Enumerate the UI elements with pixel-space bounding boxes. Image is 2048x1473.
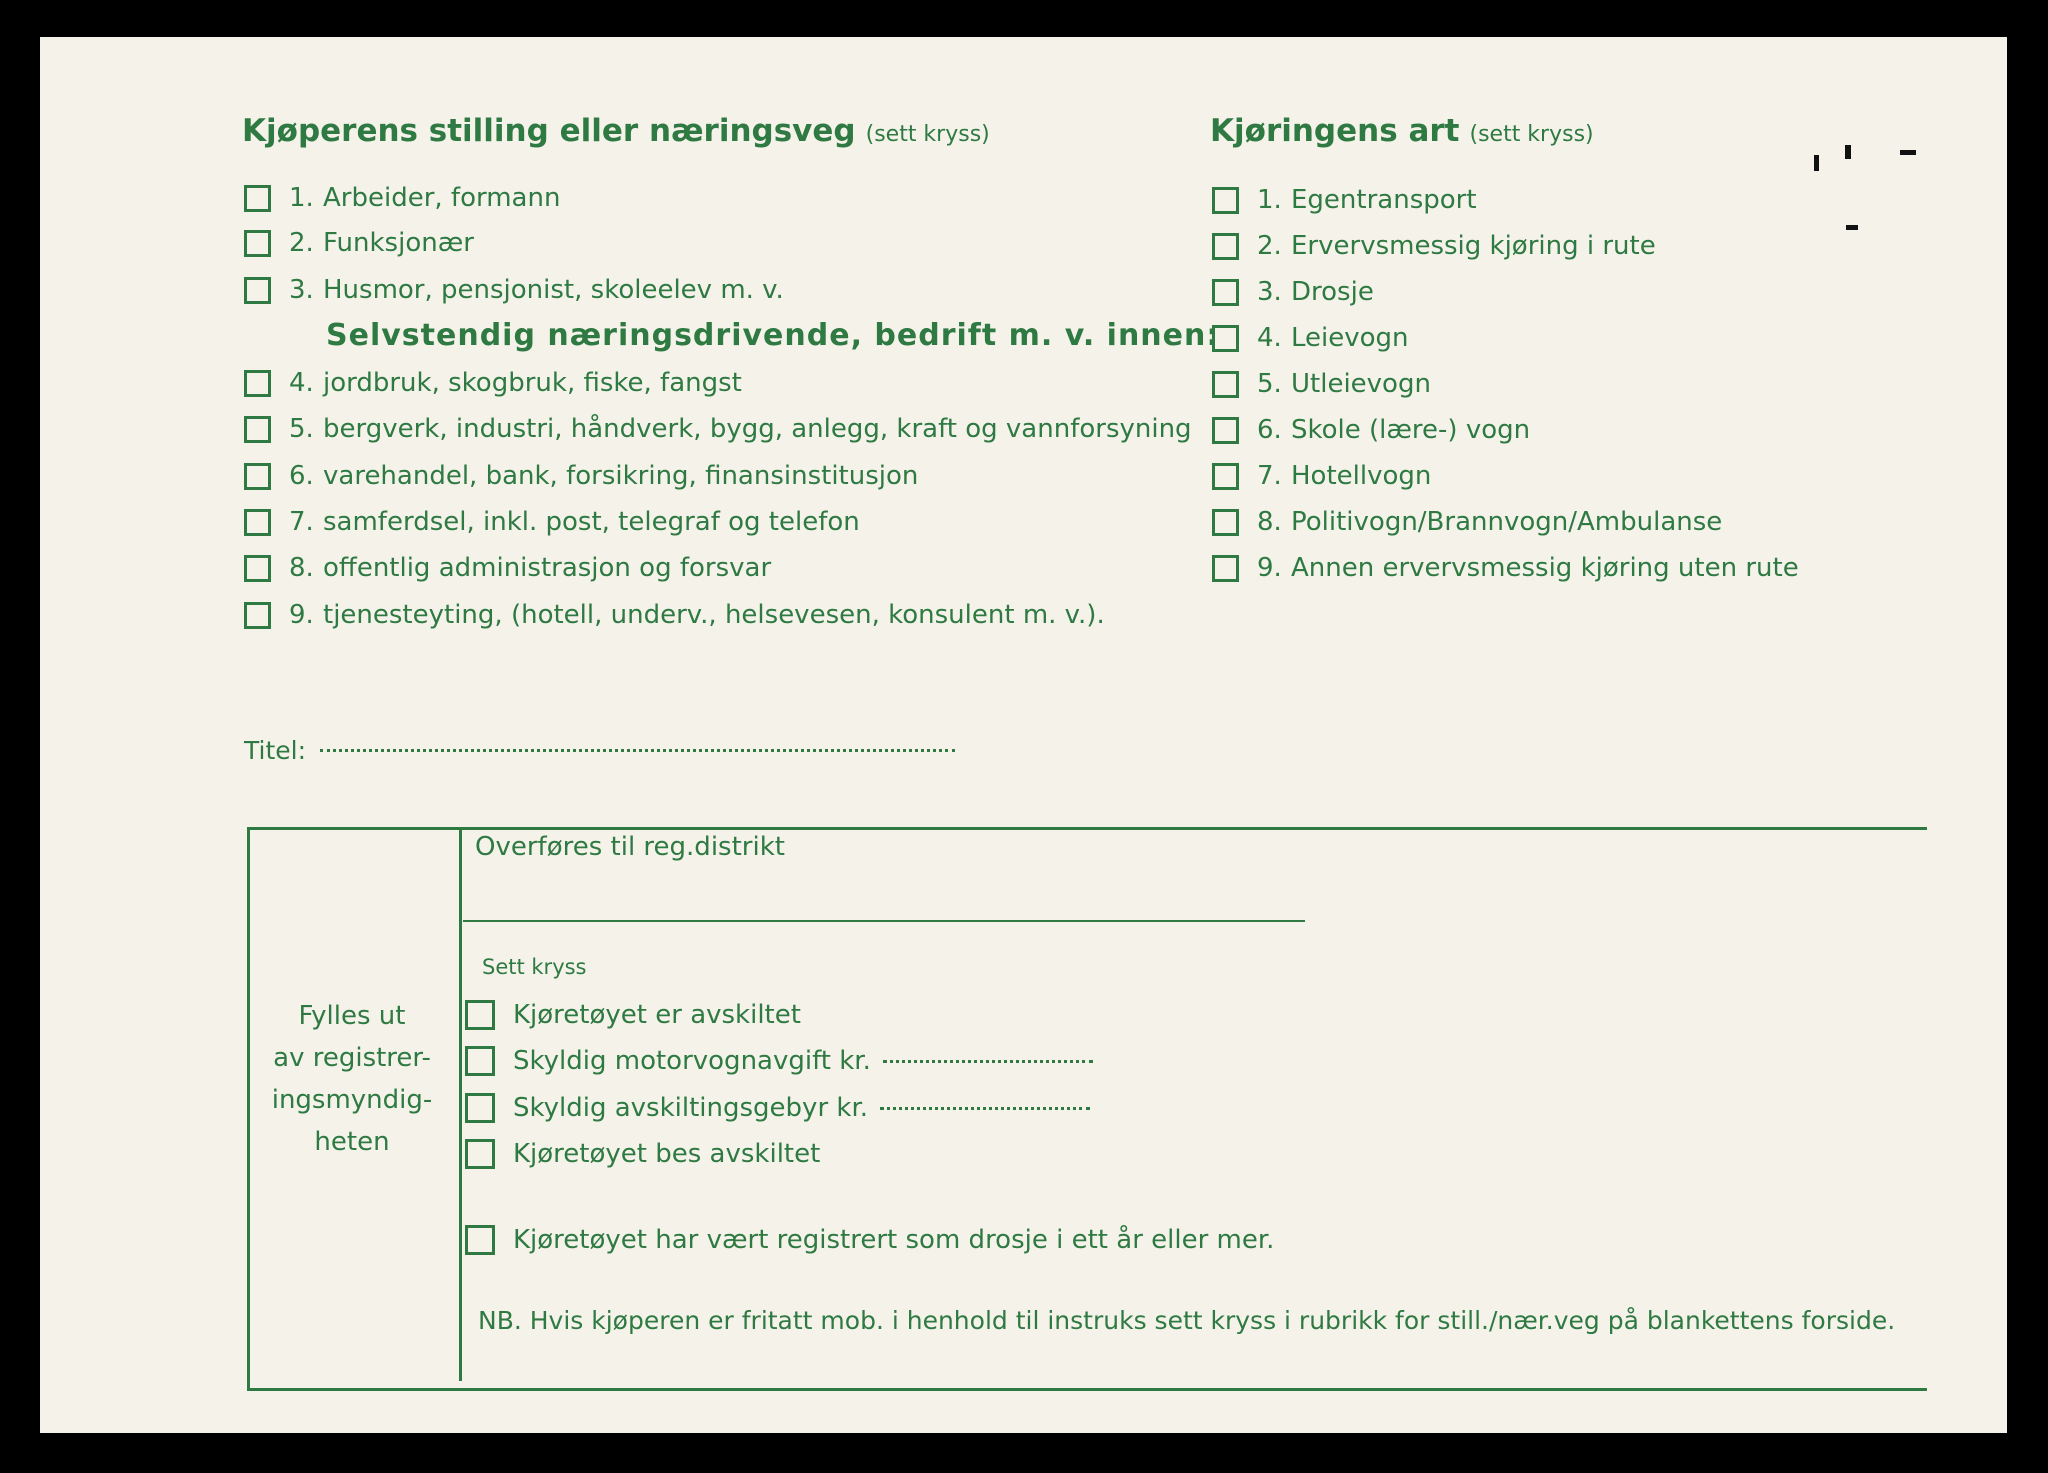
- occupation-option-7[interactable]: [244, 502, 860, 542]
- nb-note: NB. Hvis kjøperen er fritatt mob. i henhold til instruks sett kryss i rubrikk for still./nær.veg på blankettens forside.: [478, 1306, 1896, 1335]
- checkbox[interactable]: [465, 1139, 495, 1169]
- option-label: Husmor, pensjonist, skoleelev m. v.: [323, 275, 784, 305]
- option-label: offentlig administrasjon og forsvar: [323, 553, 772, 583]
- check-avskiltingsgebyr[interactable]: [465, 1088, 1090, 1128]
- option-number: 4.: [289, 368, 314, 398]
- check-avskiltet[interactable]: [465, 995, 801, 1035]
- option-label: Leievogn: [1291, 323, 1409, 353]
- checkbox[interactable]: [1212, 417, 1239, 444]
- driving-type-option-3[interactable]: [1212, 272, 1374, 312]
- option-label: Arbeider, formann: [323, 183, 561, 213]
- ink-mark: [1845, 145, 1851, 159]
- checkbox[interactable]: [244, 277, 271, 304]
- option-number: 6.: [289, 461, 314, 491]
- option-label: jordbruk, skogbruk, fiske, fangst: [323, 368, 742, 398]
- ink-mark: [1900, 150, 1916, 155]
- box-top-rule: [247, 827, 1927, 830]
- checkbox[interactable]: [465, 1000, 495, 1030]
- option-label: varehandel, bank, forsikring, finansinstitusjon: [323, 461, 919, 491]
- option-label: Ervervsmessig kjøring i rute: [1291, 231, 1656, 261]
- option-number: 8.: [289, 553, 314, 583]
- side-label-line: av registrer-: [273, 1043, 431, 1073]
- option-label: Drosje: [1291, 277, 1374, 307]
- box-bottom-rule: [247, 1388, 1927, 1391]
- checkbox[interactable]: [1212, 509, 1239, 536]
- checkbox[interactable]: [465, 1225, 495, 1255]
- option-label: Utleievogn: [1291, 369, 1431, 399]
- option-label: Skole (lære-) vogn: [1291, 415, 1531, 445]
- amount-dotted-line[interactable]: [883, 1059, 1093, 1063]
- transfer-underline: [463, 920, 1305, 922]
- transfer-district-label: Overføres til reg.distrikt: [475, 832, 785, 862]
- box-left-rule: [247, 827, 250, 1391]
- option-number: 5.: [1257, 369, 1282, 399]
- check-label: Skyldig avskiltingsgebyr kr.: [513, 1093, 869, 1123]
- ink-mark: [1814, 155, 1819, 171]
- check-motorvognavgift[interactable]: [465, 1041, 1093, 1081]
- option-label: Egentransport: [1291, 185, 1477, 215]
- option-label: Funksjonær: [323, 228, 474, 258]
- right-heading: [1210, 113, 1594, 149]
- driving-type-option-4[interactable]: [1212, 318, 1409, 358]
- option-label: Hotellvogn: [1291, 461, 1432, 491]
- ink-mark: [1846, 225, 1858, 230]
- checkbox[interactable]: [1212, 187, 1239, 214]
- option-number: 8.: [1257, 507, 1282, 537]
- option-number: 7.: [1257, 461, 1282, 491]
- titel-dotted-line: [320, 748, 955, 752]
- option-number: 4.: [1257, 323, 1282, 353]
- checkbox[interactable]: [465, 1093, 495, 1123]
- checkbox[interactable]: [1212, 371, 1239, 398]
- occupation-option-5[interactable]: [244, 409, 1192, 449]
- checkbox[interactable]: [244, 463, 271, 490]
- box-divider-rule: [459, 827, 462, 1381]
- titel-label: Titel:: [244, 735, 306, 765]
- side-label-line: Fylles ut: [298, 1001, 406, 1031]
- option-number: 7.: [289, 507, 314, 537]
- check-label: Kjøretøyet har vært registrert som drosje i ett år eller mer.: [513, 1225, 1275, 1255]
- option-number: 3.: [289, 275, 314, 305]
- checkbox[interactable]: [1212, 325, 1239, 352]
- option-label: tjenesteyting, (hotell, underv., helsevesen, konsulent m. v.).: [323, 600, 1105, 630]
- option-number: 9.: [289, 600, 314, 630]
- checkbox[interactable]: [1212, 279, 1239, 306]
- occupation-option-4[interactable]: [244, 363, 742, 403]
- check-bes-avskiltet[interactable]: [465, 1134, 820, 1174]
- occupation-option-9[interactable]: [244, 595, 1105, 635]
- amount-dotted-line[interactable]: [880, 1106, 1090, 1110]
- occupation-option-6[interactable]: [244, 456, 918, 496]
- checkbox[interactable]: [244, 185, 271, 212]
- left-heading-text: Kjøperens stilling eller næringsveg: [242, 113, 856, 149]
- driving-type-option-2[interactable]: [1212, 226, 1656, 266]
- checkbox[interactable]: [244, 416, 271, 443]
- checkbox[interactable]: [244, 555, 271, 582]
- check-drosje-ett-ar[interactable]: [465, 1220, 1274, 1260]
- occupation-option-1[interactable]: [244, 178, 560, 218]
- self-employed-subheading: Selvstendig næringsdrivende, bedrift m. v. innen:: [326, 318, 1220, 353]
- checkbox[interactable]: [465, 1046, 495, 1076]
- checkbox[interactable]: [1212, 555, 1239, 582]
- transfer-district-input[interactable]: [475, 875, 1295, 915]
- driving-type-option-9[interactable]: [1212, 548, 1799, 588]
- sett-kryss-label: Sett kryss: [482, 955, 587, 979]
- side-label-line: ingsmyndig-: [271, 1085, 433, 1115]
- side-label-line: heten: [314, 1127, 390, 1157]
- check-label: Kjøretøyet bes avskiltet: [513, 1139, 821, 1169]
- option-number: 2.: [1257, 231, 1282, 261]
- driving-type-option-7[interactable]: [1212, 456, 1431, 496]
- check-label: Skyldig motorvognavgift kr.: [513, 1046, 871, 1076]
- option-label: bergverk, industri, håndverk, bygg, anlegg, kraft og vannforsyning: [323, 414, 1192, 444]
- option-number: 1.: [1257, 185, 1282, 215]
- checkbox[interactable]: [244, 602, 271, 629]
- checkbox[interactable]: [244, 509, 271, 536]
- option-number: 9.: [1257, 553, 1282, 583]
- option-label: samferdsel, inkl. post, telegraf og telefon: [323, 507, 860, 537]
- titel-field[interactable]: [244, 730, 955, 770]
- occupation-option-8[interactable]: [244, 548, 771, 588]
- occupation-option-2[interactable]: [244, 223, 474, 263]
- option-label: Politivogn/Brannvogn/Ambulanse: [1291, 507, 1723, 537]
- left-heading-note: (sett kryss): [865, 122, 990, 147]
- checkbox[interactable]: [244, 230, 271, 257]
- checkbox[interactable]: [1212, 233, 1239, 260]
- driving-type-option-6[interactable]: [1212, 410, 1530, 450]
- check-label: Kjøretøyet er avskiltet: [513, 1000, 801, 1030]
- right-heading-note: (sett kryss): [1469, 122, 1594, 147]
- occupation-option-3[interactable]: [244, 270, 784, 310]
- registry-side-label: [252, 995, 452, 1163]
- left-heading: [242, 113, 990, 149]
- option-number: 6.: [1257, 415, 1282, 445]
- option-label: Annen ervervsmessig kjøring uten rute: [1291, 553, 1799, 583]
- option-number: 1.: [289, 183, 314, 213]
- option-number: 3.: [1257, 277, 1282, 307]
- right-heading-text: Kjøringens art: [1210, 113, 1460, 149]
- option-number: 2.: [289, 228, 314, 258]
- driving-type-option-5[interactable]: [1212, 364, 1431, 404]
- driving-type-option-1[interactable]: [1212, 180, 1477, 220]
- checkbox[interactable]: [1212, 463, 1239, 490]
- checkbox[interactable]: [244, 370, 271, 397]
- driving-type-option-8[interactable]: [1212, 502, 1722, 542]
- option-number: 5.: [289, 414, 314, 444]
